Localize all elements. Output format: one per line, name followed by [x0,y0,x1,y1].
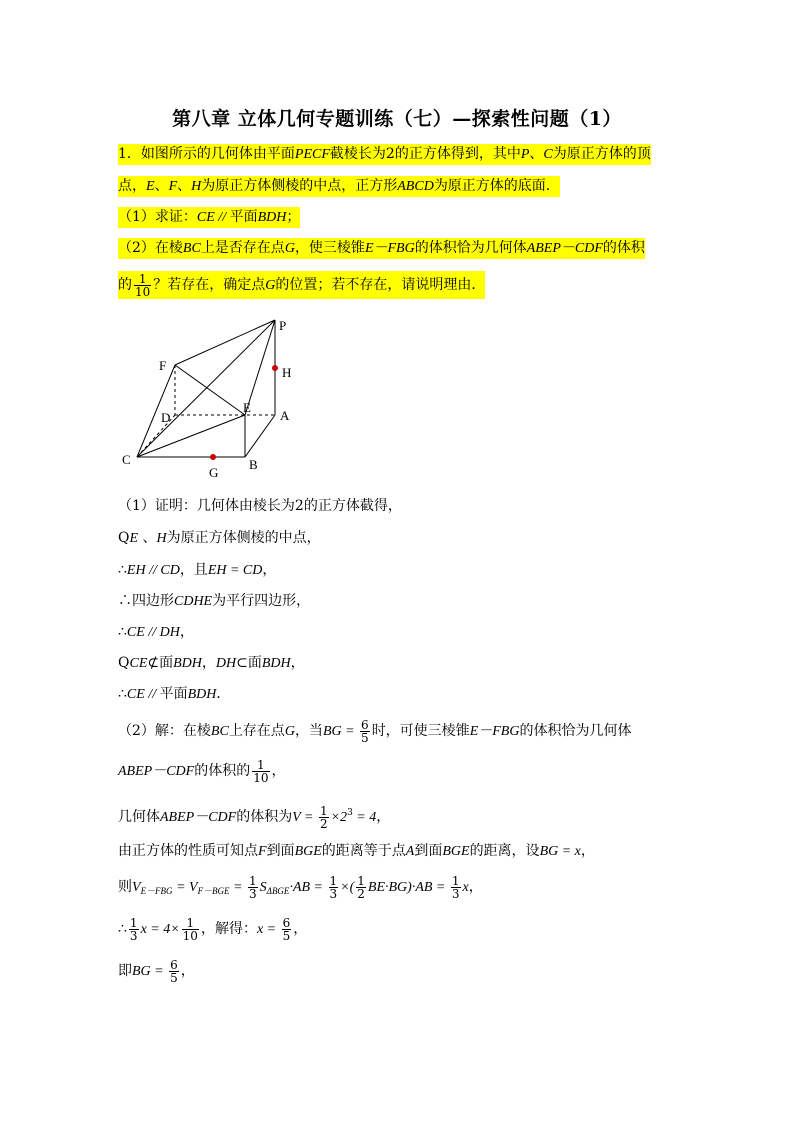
fraction-denominator: 2 [357,886,365,901]
problem-highlight-4 [118,238,645,259]
edge-BA [245,415,275,457]
text: ， [262,562,277,578]
math-plane: PECF [294,147,330,162]
math-point: E [129,531,139,546]
problem-highlight-3 [118,207,300,228]
geometry-figure [115,312,315,482]
math-point: F [168,179,178,194]
math-expr: x [462,880,469,895]
math-number: 2 [294,498,304,514]
text: 为原正方体的底面． [433,178,560,194]
problem-q2-line-1 [118,238,645,259]
text: 的距离等于点 [321,843,406,859]
label-H: H [282,365,292,380]
text: ， [376,809,391,825]
text: 平面 [229,209,258,225]
text: （1）证明：几何体由棱长为 [118,498,295,514]
text: ⊂面 [236,655,262,671]
fraction-numerator: 1 [329,873,338,888]
fraction-denominator: 5 [170,970,178,985]
problem-line-2 [118,176,560,197]
math-plane: BGE [294,844,322,859]
fraction-numerator: 6 [170,957,178,972]
text: 的体积 [602,240,645,256]
text: 的体积的 [194,763,251,779]
fraction-numerator: 1 [249,873,257,888]
solution-line-7 [118,684,230,705]
fraction-numerator: 1 [129,915,138,930]
text: 为原正方体侧棱的中点，正方形 [201,178,398,194]
solution-line-14 [118,956,195,987]
point-G [210,454,216,460]
math-point: F [258,844,267,859]
text: （2）在棱 [118,240,183,256]
problem-highlight-2 [118,176,560,197]
math-expr: x = 4× [140,922,180,937]
fraction [169,959,179,984]
math-subscript: ΔBGE [266,886,290,896]
solution-line-6 [118,653,305,674]
label-P: P [279,318,287,333]
fraction [129,917,139,942]
fraction-denominator: 10 [135,284,151,299]
math-expr: = 4 [352,810,377,825]
math-point: G [284,241,295,256]
text: 的距离，设 [469,843,540,859]
fraction-denominator: 5 [282,928,291,943]
math-point: G [265,278,276,293]
fraction-numerator: 1 [182,917,199,930]
page-title: 第八章 立体几何专题训练（七）—探索性问题（1） [172,108,622,130]
text: 、 [177,178,192,194]
math-point: G [284,724,295,739]
fraction [356,875,366,900]
text: 到面 [266,843,295,859]
edge-EC [137,415,245,457]
problem-highlight-1 [118,144,651,165]
fraction-numerator: 1 [319,803,328,818]
text: 的体积恰为几何体 [519,723,632,739]
text: 的体积恰为几何体 [414,240,527,256]
text: ，当 [294,723,323,739]
math-subscript: E－FBG [140,886,173,896]
text: ， [580,843,595,859]
solution-line-9 [118,756,286,787]
math-expr: S [259,880,267,895]
therefore-symbol: ∴ [118,686,127,702]
math-quad: CDHE [174,594,213,609]
fraction-denominator: 2 [319,816,328,831]
problem-line-1 [118,144,651,165]
math-plane: BDH [257,210,287,225]
because-symbol: Q [118,530,130,546]
text: ⊄面 [147,655,174,671]
label-F: F [159,358,167,373]
text: 上存在点 [228,723,285,739]
math-solid: ABEP－CDF [160,810,237,825]
text: 时，可使三棱锥 [371,723,470,739]
math-expr: EH = CD [207,563,263,578]
fraction [360,719,370,744]
math-pyramid: E－FBG [469,724,520,739]
therefore-symbol: ∴ [118,562,127,578]
edge-FE [175,365,245,415]
text: 到面 [414,843,443,859]
fraction-numerator: 6 [361,717,369,732]
text: 截棱长为 [329,146,386,162]
math-expr: CE [129,656,148,671]
text: 的正方体得到，其中 [394,146,521,162]
text: 由正方体的性质可知点 [118,843,258,859]
solution-line-10 [118,798,390,833]
fraction [182,917,199,942]
math-expr: BG = [322,724,359,739]
solution-line-5 [118,622,194,643]
math-edge: BC [210,724,229,739]
math-subscript: F－BGE [197,886,230,896]
fraction-numerator: 1 [134,273,151,286]
solution-line-11 [118,841,595,862]
text: ； [286,209,301,225]
fraction [248,875,258,900]
fraction [451,875,461,900]
math-expr: ×( [340,880,355,895]
text: 即 [118,963,132,979]
text: 则 [118,879,132,895]
math-solid: ABEP－CDF [118,764,195,779]
text: 点， [118,178,146,194]
math-plane: BDH [261,656,291,671]
math-expr: ×2 [330,810,348,825]
text: 几何体 [118,809,160,825]
text: ， [293,921,308,937]
fraction [282,917,292,942]
text: 的正方体截得， [303,498,402,514]
math-expr: DH [215,656,237,671]
math-expr: BE·BG)·AB = [367,880,449,895]
solution-line-3 [118,560,276,581]
math-expr: BG = [132,964,168,979]
text: ∴四边形 [118,593,174,609]
math-point: H [191,179,202,194]
text: ， [290,655,305,671]
fraction-denominator: 3 [451,886,460,901]
fraction [134,273,151,298]
math-expr: ·AB = [289,880,327,895]
text: ． [216,686,231,702]
text: 的位置；若不存在，请说明理由． [275,277,486,293]
fraction-denominator: 5 [361,730,369,745]
text: （2）解：在棱 [118,723,211,739]
edge-PC [137,320,275,457]
text: 为原正方体的顶 [552,146,651,162]
math-expr: V = [292,810,317,825]
text: ？若存在，确定点 [153,277,266,293]
fraction-denominator: 3 [329,886,338,901]
text: ， [180,963,195,979]
therefore-symbol: ∴ [118,624,127,640]
math-expr: = [229,880,247,895]
fraction-denominator: 10 [182,928,198,943]
solution-line-12 [118,872,483,906]
fraction-numerator: 1 [451,873,460,888]
math-expr: CE // [196,210,230,225]
text: （1）求证： [118,209,197,225]
text: 、 [529,146,544,162]
text: ， [271,763,286,779]
text: 的体积为 [236,809,293,825]
text: ，解得： [200,921,257,937]
math-expr: BG = x [539,844,581,859]
fraction-denominator: 10 [253,770,269,785]
math-square: ABCD [397,179,434,194]
text: 1．如图所示的几何体由平面 [118,146,295,162]
label-A: A [280,408,290,423]
text: ， [179,624,194,640]
math-edge: BC [182,241,201,256]
math-expr: x = [256,922,280,937]
fraction [329,875,339,900]
solution-line-4 [118,591,310,612]
text: ，使三棱锥 [294,240,365,256]
math-expr: = V [172,880,198,895]
text: ，且 [179,562,208,578]
text: 、 [154,178,169,194]
text: 的 [118,277,132,293]
therefore-symbol: ∴ [118,921,127,937]
solution-line-13 [118,914,307,945]
edge-FP [175,320,275,365]
math-plane: BDH [187,687,217,702]
problem-highlight-5 [118,271,485,299]
point-H [272,365,278,371]
label-C: C [122,452,131,467]
fraction [252,759,269,784]
label-B: B [249,457,258,472]
label-D: D [161,410,171,425]
math-expr: EH // CD [126,563,180,578]
math-expr: CE // [126,687,160,702]
fraction-numerator: 1 [357,873,365,888]
math-plane: BDH [173,656,202,671]
fraction-numerator: 6 [282,915,291,930]
solution-line-2 [118,528,321,549]
solution-line-1 [118,496,402,516]
text: ， [468,879,483,895]
because-symbol: Q [118,655,130,671]
math-point: A [405,844,415,859]
math-solid: ABEP－CDF [526,241,603,256]
math-point: C [543,147,553,162]
text: 为平行四边形， [212,593,311,609]
label-E: E [243,400,251,415]
problem-q2-line-2 [118,270,485,301]
text: 、 [138,530,157,546]
math-plane: BGE [442,844,470,859]
math-point: H [156,531,167,546]
text: ， [201,655,216,671]
math-point: P [520,147,530,162]
solution-line-8 [118,716,631,747]
fraction-numerator: 1 [252,759,269,772]
label-G: G [209,465,219,480]
text: 为原正方体侧棱的中点， [166,530,321,546]
math-point: E [146,179,155,194]
math-expr: V [132,880,141,895]
fraction-denominator: 3 [249,886,257,901]
fraction-denominator: 3 [129,928,138,943]
text: 平面 [159,686,188,702]
fraction [319,805,329,830]
math-expr: CE // DH [126,625,180,640]
math-exponent: 3 [347,808,353,818]
math-pyramid: E－FBG [364,241,415,256]
text: 上是否存在点 [200,240,285,256]
math-number: 2 [385,146,395,162]
problem-q1 [118,207,300,228]
